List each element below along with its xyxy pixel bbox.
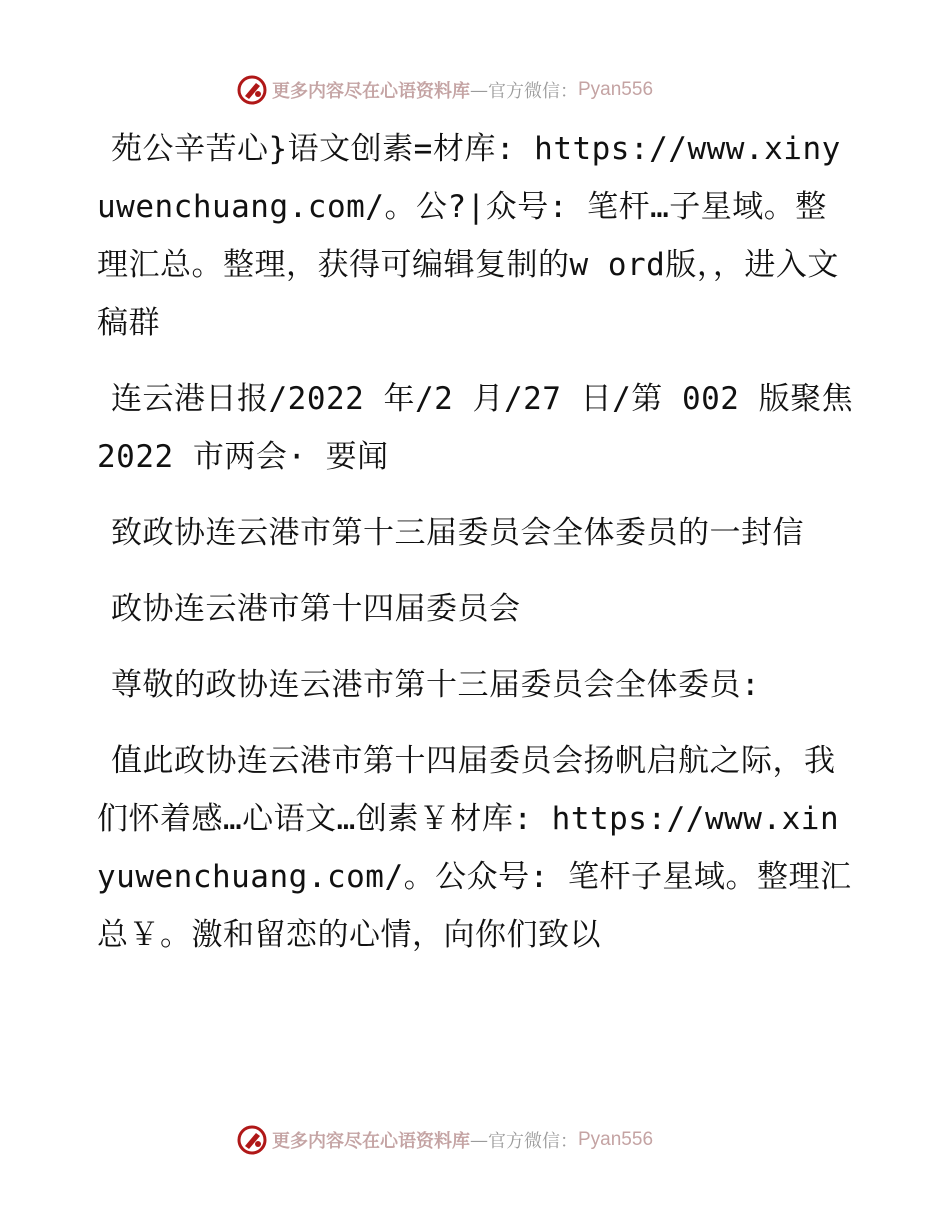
paragraph-salutation: 尊敬的政协连云港市第十三届委员会全体委员: bbox=[111, 667, 761, 703]
paragraph-sender: 政协连云港市第十四届委员会 bbox=[111, 591, 521, 627]
header-banner-text: 更多内容尽在心语资料库 bbox=[272, 81, 470, 102]
header-dash: — bbox=[470, 79, 488, 101]
footer-dash: — bbox=[470, 1129, 488, 1151]
paragraph-letter-title: 致政协连云港市第十三届委员会全体委员的一封信 bbox=[111, 515, 804, 551]
header-wechat-id: Pyan556 bbox=[578, 79, 654, 100]
footer-banner-text: 更多内容尽在心语资料库 bbox=[272, 1131, 470, 1152]
header-official-label: 官方微信： bbox=[488, 81, 578, 102]
footer-wechat-id: Pyan556 bbox=[578, 1129, 654, 1150]
header-banner bbox=[236, 73, 653, 107]
footer-official-label: 官方微信： bbox=[488, 1131, 578, 1152]
paragraph-body: 值此政协连云港市第十四届委员会扬帆启航之际，我们怀着感…心语文…创素￥材库: https://www.xinyuwenchuang.com/。公众号: 笔杆子星域。整理汇总￥。激和留恋的心情，向你们致以 bbox=[97, 743, 852, 953]
logo-icon bbox=[236, 74, 268, 106]
document-body bbox=[97, 120, 857, 982]
paragraph-source-note: 苑公辛苦心}语文创素=材库: https://www.xinyuwenchuang.com/。公?|众号: 笔杆…子星域。整理汇总。整理，获得可编辑复制的w ord版，，进入文稿群 bbox=[97, 131, 841, 341]
paragraph-dateline: 连云港日报/2022 年/2 月/27 日/第 002 版聚焦 2022 市两会· 要闻 bbox=[97, 381, 854, 475]
footer-banner bbox=[236, 1123, 653, 1157]
logo-icon bbox=[236, 1124, 268, 1156]
